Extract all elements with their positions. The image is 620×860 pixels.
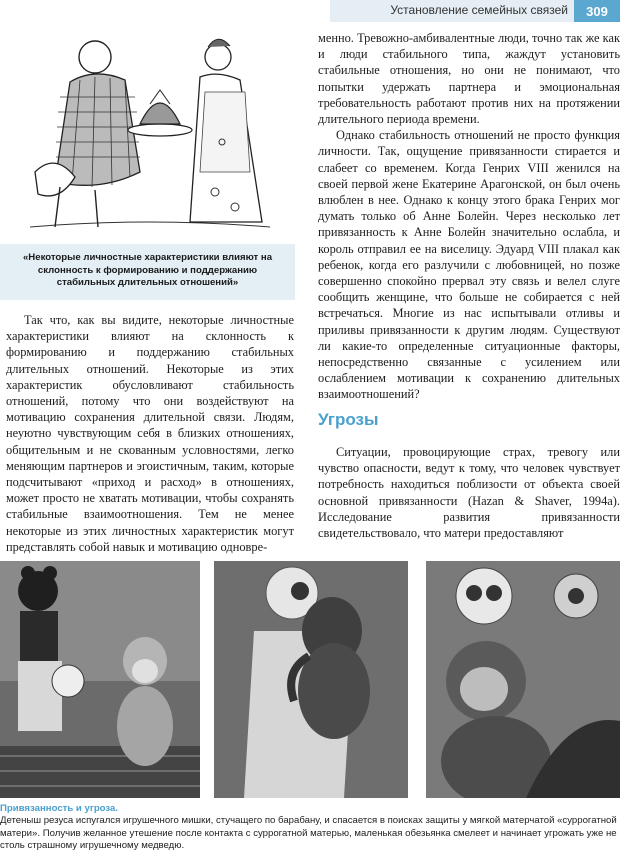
cartoon-illustration xyxy=(0,22,295,242)
running-title: Установление семейных связей xyxy=(390,3,568,17)
photo-monkey-threatening-bear xyxy=(426,561,620,798)
left-column xyxy=(6,312,294,555)
page-number: 309 xyxy=(574,0,620,22)
right-column xyxy=(318,30,620,403)
right-paragraph-1: менно. Тревожно-амбивалентные люди, точно так же как и люди стабильного типа, жаждут установить стабильные отношения, но они не понимают, что попытки удержать партнера и эмоциональная требовательность работают против них на протяжении длительного периода времени. xyxy=(318,31,620,127)
photo-1-image xyxy=(0,561,200,798)
section-heading: Угрозы xyxy=(318,410,379,429)
right-paragraph-2: Однако стабильность отношений не просто функция личности. Так, ощущение привязанности стирается и слабеет со временем. Когда Генрих VIII женился на своей первой жене Екатерине Арагонской, он был очень влюблен в нее. Однако к концу этого брака Генрих мог думать только об Анне Болейн. Через несколько лет привязанность к Анне Болейн значительно ослабла, и король отправил ее на виселицу. Эдуард VIII плакал как ребенок, когда его разлучили с любовницей, но позже совершенно спокойно прервал эту связь и велел слуге сообщить женщине, что больше не собирается с ней встречаться. Многие из нас испытывали отливы и приливы привязанности к другим людям. Существуют ли какие-то определенные ситуационные факторы, непосредственно связанные с усилением или ослаблением мотивации к сохранению длительных взаимоотношений? xyxy=(318,128,620,402)
photo-caption xyxy=(0,803,620,853)
photo-3-image xyxy=(426,561,620,798)
cartoon-caption: «Некоторые личностные характеристики влияют на склонность к формированию и поддержанию стабильных длительных отношений» xyxy=(0,244,295,300)
photo-2-image xyxy=(214,561,408,798)
photo-caption-title: Привязанность и угроза. xyxy=(0,803,119,814)
photo-monkey-hugging-surrogate xyxy=(214,561,408,798)
left-paragraph-1: Так что, как вы видите, некоторые личностные характеристики влияют на склонность к формированию и поддержанию стабильных длительных отношений. Некоторые из этих характеристик обусловливают стабильность отношений, потому что они воздействуют на мотивацию сохранения длительной связи. Людям, неуютно чувствующим себя в близких отношениях, общительным и не скованным условностями, легко меняющим партнеров и эгоистичным, таким, которые подсчитывают «приход и расход» в отношениях, может просто не хватать мотивации, чтобы сохранять стабильные взаимоотношения. Тем не менее некоторые из этих личностных характеристик могут представлять собой навык и мотивацию одновре- xyxy=(6,313,294,554)
page-header xyxy=(0,0,620,22)
photo-monkey-and-teddy-bear xyxy=(0,561,200,798)
section-paragraph-1: Ситуации, провоцирующие страх, тревогу или чувство опасности, ведут к тому, что человек чувствует потребность находиться поблизости от объекта своей основной привязанности (Hazan & Shaver, 1994a). Исследование развития привязанности свидетельствовало, что матери предоставляют xyxy=(318,445,620,541)
cartoon-drawing xyxy=(0,22,295,242)
section-body xyxy=(318,444,620,541)
photo-caption-text: Детеныш резуса испугался игрушечного мишки, стучащего по барабану, и спасается в поисках защиты у мягкой матерчатой «суррогатной матери». Получив желанное утешение после контакта с суррогатной матерью, маленькая обезьянка смелеет и начинает угрожать уже не столь страшному игрушечному медведю. xyxy=(0,815,617,852)
